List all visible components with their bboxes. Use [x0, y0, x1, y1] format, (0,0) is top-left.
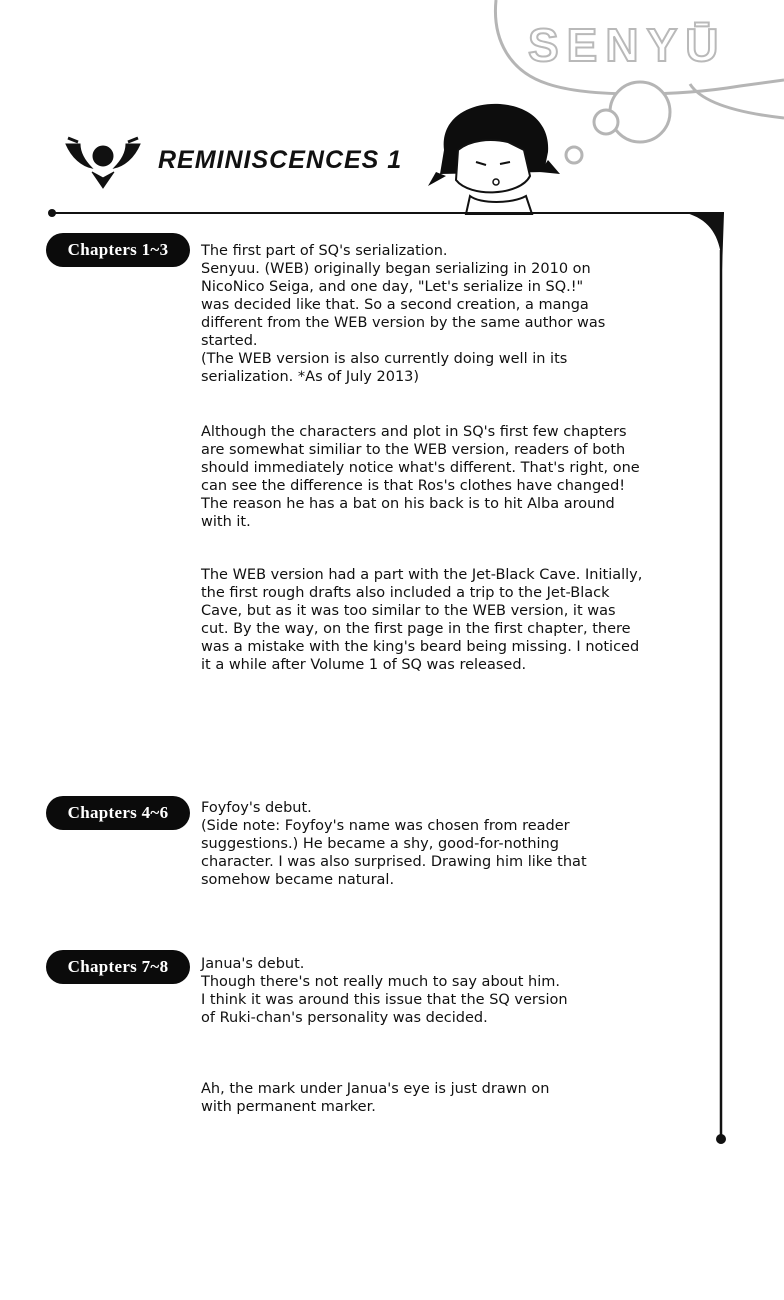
series-logo: SENYŪ: [528, 19, 727, 71]
entry-chapters-1-3-part-2: [201, 423, 706, 531]
ornament-emblem-icon: [66, 138, 140, 188]
entry-paragraph: Ah, the mark under Janua's eye is just drawn on with permanent marker.: [201, 1081, 550, 1115]
chapter-badge-4-6: Chapters 4~6: [46, 796, 190, 830]
chapter-badge-7-8: Chapters 7~8: [46, 950, 190, 984]
entry-chapters-1-3: [201, 242, 706, 386]
chibi-character-illustration: [428, 104, 560, 214]
chapter-badge-1-3: Chapters 1~3: [46, 233, 190, 267]
entry-paragraph: Foyfoy's debut. (Side note: Foyfoy's name was chosen from reader suggestions.) He became a shy, good-for-nothing character. I was also surprised. Drawing him like that somehow became natural.: [201, 800, 587, 888]
entry-chapters-1-3-part-3: [201, 566, 706, 674]
entry-paragraph: The first part of SQ's serialization. Senyuu. (WEB) originally began serializing in 2010 on NicoNico Seiga, and one day, "Let's serialize in SQ.!" was decided like that. So a second creation, a manga different from the WEB version by the same author was started. (The WEB version is also currently doing well in its serialization. *As of July 2013): [201, 243, 606, 385]
page-title: REMINISCENCES 1: [158, 146, 403, 174]
entry-chapters-7-8: [201, 955, 706, 1027]
entry-paragraph: The WEB version had a part with the Jet-Black Cave. Initially, the first rough drafts also included a trip to the Jet-Black Cave, but as it was too similar to the WEB version, it was cut. By the way, on the first page in the first chapter, there was a mistake with the king's beard being missing. I noticed it a while after Volume 1 of SQ was released.: [201, 567, 643, 673]
entry-chapters-7-8-part-2: [201, 1080, 706, 1116]
entry-paragraph: Janua's debut. Though there's not really much to say about him. I think it was around this issue that the SQ version of Ruki-chan's personality was decided.: [201, 956, 568, 1026]
entry-paragraph: Although the characters and plot in SQ's first few chapters are somewhat similiar to the WEB version, readers of both should immediately notice what's different. That's right, one can see the difference is that Ros's clothes have changed! The reason he has a bat on his back is to hit Alba around with it.: [201, 424, 640, 530]
entry-chapters-4-6: [201, 799, 706, 889]
